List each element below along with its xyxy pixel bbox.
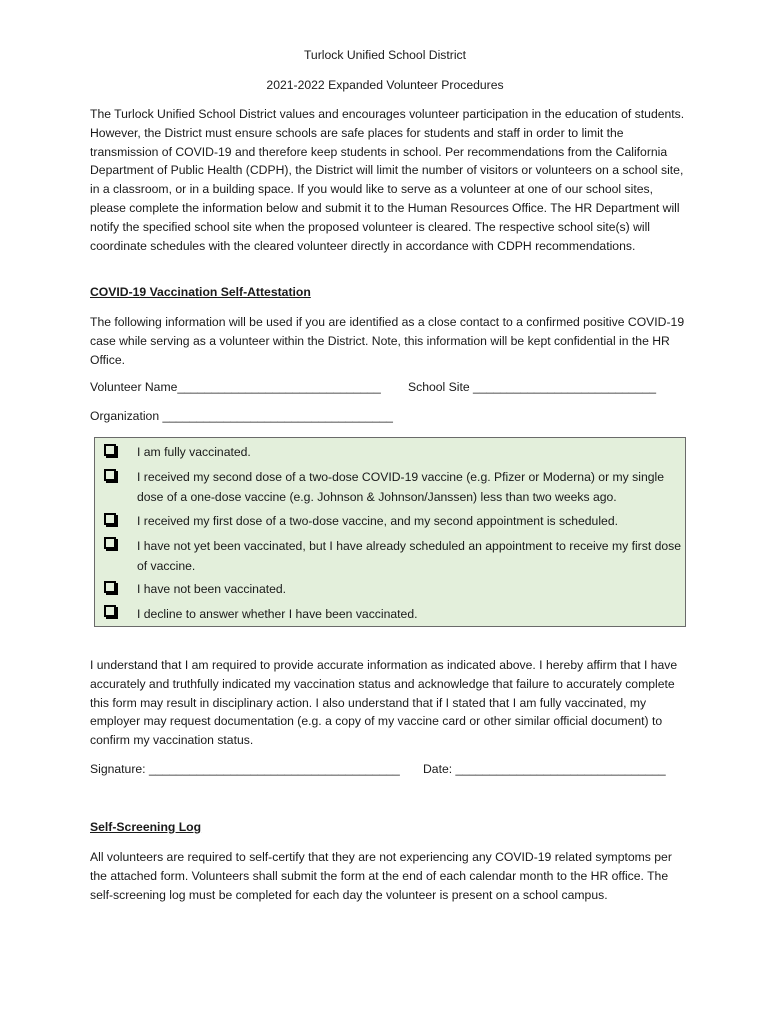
organization-field[interactable]: Organization __________________________________ xyxy=(90,409,393,423)
option-2-label: I received my second dose of a two-dose COVID-19 vaccine (e.g. Pfizer or Moderna) or my single dose of a one-dose vaccine (e.g. Johnson & Johnson/Janssen) less than two weeks ago. xyxy=(137,470,664,504)
option-6-checkbox[interactable] xyxy=(104,605,116,617)
option-5-label: I have not been vaccinated. xyxy=(137,582,287,596)
option-4-checkbox[interactable] xyxy=(104,537,116,549)
signature-field[interactable]: Signature: _____________________________________ xyxy=(90,762,400,776)
option-3-checkbox[interactable] xyxy=(104,513,116,525)
option-2-checkbox[interactable] xyxy=(104,469,116,481)
option-4-label: I have not yet been vaccinated, but I have already scheduled an appointment to receive my first dose of vaccine. xyxy=(137,539,682,573)
attestation-paragraph: The following information will be used if you are identified as a close contact to a confirmed positive COVID-19 case while serving as a volunteer within the District. Note, this information will be kept confidential in the HR Office. xyxy=(90,315,685,367)
attestation-heading: COVID-19 Vaccination Self-Attestation xyxy=(90,285,311,299)
district-name: Turlock Unified School District xyxy=(303,48,467,62)
intro-paragraph: The Turlock Unified School District values and encourages volunteer participation in the education of students. However, the District must ensure schools are safe places for students and staff in order to limit the transmission of COVID-19 and therefore keep students in school. Per recommendations from the California Department of Public Health (CDPH), the District will limit the number of visitors or volunteers on a school site, in a classroom, or in a building space. If you would like to serve as a volunteer at one of our school sites, please complete the information below and submit it to the Human Resources Office. The HR Department will notify the specified school site when the proposed volunteer is cleared. The respective school site(s) will coordinate schedules with the cleared volunteer directly in accordance with CDPH recommendations. xyxy=(90,107,685,253)
school-site-field[interactable]: School Site ___________________________ xyxy=(408,380,657,394)
option-1-checkbox[interactable] xyxy=(104,444,116,456)
option-1-label: I am fully vaccinated. xyxy=(137,445,251,459)
screening-heading: Self-Screening Log xyxy=(90,820,202,834)
screening-paragraph: All volunteers are required to self-certify that they are not experiencing any COVID-19 related symptoms per the attached form. Volunteers shall submit the form at the end of each calendar month to the HR office. The self-screening log must be completed for each day the volunteer is present on a school campus. xyxy=(90,850,672,902)
document-title: 2021-2022 Expanded Volunteer Procedures xyxy=(266,78,504,92)
date-field[interactable]: Date: _______________________________ xyxy=(423,762,666,776)
affirmation-paragraph: I understand that I am required to provide accurate information as indicated above. I hereby affirm that I have accurately and truthfully indicated my vaccination status and acknowledge that failure to accurately complete this form may result in disciplinary action. I also understand that if I stated that I am fully vaccinated, my employer may request documentation (e.g. a copy of my vaccine card or other similar official document) to confirm my vaccination status. xyxy=(90,658,678,748)
option-6-label: I decline to answer whether I have been vaccinated. xyxy=(137,607,418,621)
option-5-checkbox[interactable] xyxy=(104,581,116,593)
volunteer-name-field[interactable]: Volunteer Name______________________________ xyxy=(90,380,381,394)
option-3-label: I received my first dose of a two-dose vaccine, and my second appointment is scheduled. xyxy=(137,514,618,528)
